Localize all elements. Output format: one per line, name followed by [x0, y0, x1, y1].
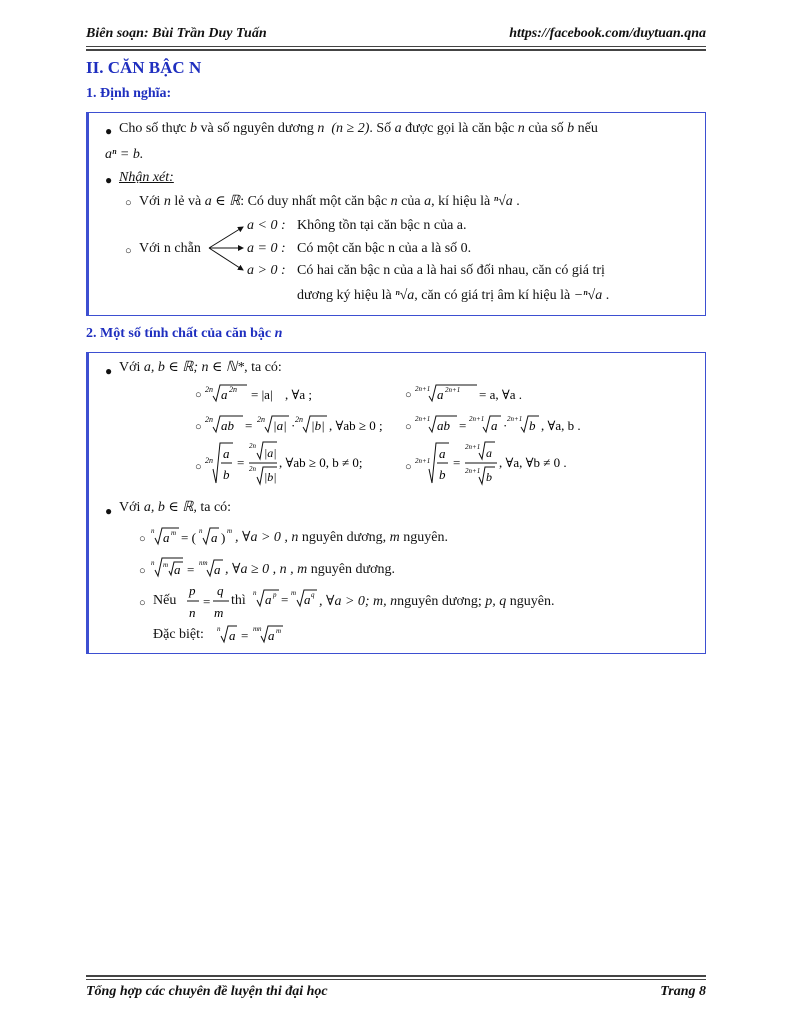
page-number: Trang 8: [660, 984, 706, 999]
case-negative-text: Không tồn tại căn bậc n của a.: [297, 218, 467, 233]
svg-text:a: a: [439, 446, 446, 461]
definition-line-2: aⁿ = b.: [105, 147, 144, 162]
formula-special-case: [217, 621, 287, 647]
svg-text:m: m: [227, 527, 233, 535]
svg-text:2n: 2n: [257, 415, 265, 424]
even-label: Với n chẵn: [139, 241, 201, 256]
formula-even-root-quotient: [205, 439, 395, 489]
case-positive-condition: a > 0 :: [247, 263, 286, 278]
ratio-if-label: Nếu: [153, 593, 177, 608]
svg-text:): ): [221, 530, 226, 545]
svg-text:2n+1: 2n+1: [415, 415, 431, 423]
odd-root-line: Với n lẻ và a ∈ ℝ: Có duy nhất một căn bậc n của a, kí hiệu là ⁿ√a .: [139, 194, 520, 209]
svg-text:a: a: [437, 387, 444, 402]
svg-text:a: a: [214, 562, 221, 577]
svg-text:2n: 2n: [205, 456, 213, 465]
svg-text:a: a: [174, 562, 181, 577]
section-title: II. CĂN BẬC N: [86, 58, 202, 77]
svg-text:= (: = (: [181, 530, 196, 545]
formula-even-root-power: [205, 379, 365, 405]
svg-text:a: a: [221, 387, 228, 402]
svg-text:n: n: [199, 527, 203, 535]
circle-bullet-icon: ○: [125, 245, 132, 257]
svg-text:= a, ∀a .: = a, ∀a .: [479, 387, 522, 402]
svg-text:n: n: [253, 589, 257, 597]
svg-text:2n: 2n: [205, 415, 213, 424]
properties-intro-2: Với a, b ∈ ℝ, ta có:: [119, 500, 232, 515]
svg-text:=: =: [245, 418, 253, 433]
svg-text:2n: 2n: [205, 385, 213, 394]
special-case-label: Đặc biệt:: [153, 627, 204, 642]
circle-bullet-icon: ○: [139, 533, 146, 545]
header-author: Biên soạn: Bùi Trần Duy Tuấn: [86, 26, 267, 41]
svg-text:m: m: [291, 589, 297, 597]
svg-text:2n+1: 2n+1: [465, 467, 481, 475]
branch-arrows: [207, 213, 247, 273]
properties-box: [86, 352, 706, 654]
svg-text:a: a: [211, 530, 218, 545]
svg-text:=: =: [453, 455, 461, 470]
circle-bullet-icon: ○: [195, 461, 202, 473]
svg-text:a: a: [491, 418, 498, 433]
svg-text:m: m: [214, 605, 224, 620]
svg-text:ab: ab: [437, 418, 450, 433]
svg-text:m: m: [276, 627, 282, 635]
formula-ratio: [185, 579, 235, 623]
svg-text:a: a: [163, 530, 170, 545]
svg-text:n: n: [189, 605, 196, 620]
svg-text:2n+1: 2n+1: [415, 385, 431, 393]
svg-text:2n+1: 2n+1: [469, 415, 485, 423]
case-zero-condition: a = 0 :: [247, 241, 286, 256]
svg-text:|a|: |a|: [273, 418, 287, 433]
header-rule: [86, 46, 706, 47]
svg-text:a: a: [229, 628, 236, 643]
circle-bullet-icon: ○: [125, 197, 132, 209]
svg-text:n: n: [217, 625, 221, 633]
svg-text:2n: 2n: [249, 465, 256, 473]
bullet-icon: ●: [105, 124, 113, 138]
ratio-then-label: thì: [231, 593, 246, 608]
circle-bullet-icon: ○: [139, 597, 146, 609]
page-footer: [86, 984, 706, 1004]
svg-text:2n+1: 2n+1: [415, 457, 431, 465]
page-header: [86, 26, 706, 46]
header-link[interactable]: https://facebook.com/duytuan.qna: [509, 26, 706, 41]
case-zero-text: Có một căn bậc n của a là số 0.: [297, 241, 472, 256]
svg-text:q: q: [217, 583, 224, 598]
formula-even-root-product: [205, 409, 395, 437]
circle-bullet-icon: ○: [405, 461, 412, 473]
svg-text:m: m: [171, 529, 177, 537]
svg-text:2n+1: 2n+1: [445, 386, 461, 394]
svg-text:= |a|: = |a|: [251, 387, 273, 402]
svg-text:2n: 2n: [229, 385, 237, 394]
svg-text:m: m: [163, 561, 169, 569]
svg-text:·: ·: [291, 418, 296, 433]
circle-bullet-icon: ○: [195, 421, 202, 433]
svg-text:|b|: |b|: [311, 418, 325, 433]
bullet-icon: ●: [105, 173, 113, 187]
circle-bullet-icon: ○: [195, 389, 202, 401]
case-negative-condition: a < 0 :: [247, 218, 286, 233]
svg-text:2n+1: 2n+1: [507, 415, 523, 423]
svg-text:, ∀ab ≥ 0 ;: , ∀ab ≥ 0 ;: [329, 418, 383, 433]
circle-bullet-icon: ○: [139, 565, 146, 577]
footer-rule: [86, 979, 706, 980]
svg-text:, ∀a, b .: , ∀a, b .: [541, 418, 581, 433]
subsection-properties: 2. Một số tính chất của căn bậc n: [86, 326, 283, 341]
bullet-icon: ●: [105, 364, 113, 378]
remark-label: Nhận xét:: [119, 170, 174, 185]
svg-text:a: a: [223, 446, 230, 461]
svg-text:b: b: [439, 467, 446, 482]
svg-text:=: =: [187, 562, 195, 577]
header-rule-thick: [86, 49, 706, 51]
svg-text:p: p: [273, 591, 277, 599]
svg-text:, ∀a, ∀b ≠ 0 .: , ∀a, ∀b ≠ 0 .: [499, 455, 567, 470]
svg-text:p: p: [189, 583, 196, 598]
footer-rule-thick: [86, 975, 706, 977]
formula-ratio-roots: [253, 585, 317, 613]
svg-text:|a|: |a|: [264, 446, 277, 460]
svg-text:b: b: [529, 418, 536, 433]
svg-text:=: =: [203, 594, 211, 609]
svg-text:·: ·: [503, 418, 508, 433]
svg-text:=: =: [281, 592, 289, 607]
svg-text:, ∀a ;: , ∀a ;: [285, 387, 312, 402]
svg-text:nm: nm: [199, 559, 208, 567]
svg-text:a: a: [304, 592, 311, 607]
svg-text:=: =: [459, 418, 467, 433]
svg-text:n: n: [151, 559, 155, 567]
svg-text:=: =: [237, 455, 245, 470]
svg-text:q: q: [311, 591, 315, 599]
svg-text:b: b: [223, 467, 230, 482]
circle-bullet-icon: ○: [405, 421, 412, 433]
svg-text:mn: mn: [253, 625, 262, 633]
circle-bullet-icon: ○: [405, 389, 412, 401]
formula-root-power-condition: , ∀a > 0 , n nguyên dương, m nguyên.: [235, 530, 448, 545]
definition-line-1: Cho số thực b và số nguyên dương n (n ≥ 2). Số a được gọi là căn bậc n của số b nếu: [119, 121, 598, 136]
svg-text:a: a: [268, 628, 275, 643]
svg-text:=: =: [241, 628, 249, 643]
formula-odd-root-product: [415, 409, 605, 437]
formula-odd-root-quotient: [415, 439, 605, 489]
svg-text:a: a: [486, 446, 492, 460]
case-positive-text-2: dương ký hiệu là ⁿ√a, căn có giá trị âm kí hiệu là −ⁿ√a .: [297, 288, 610, 303]
svg-text:a: a: [265, 592, 272, 607]
formula-odd-root-power: [415, 379, 595, 405]
svg-text:2n+1: 2n+1: [465, 443, 481, 451]
footer-title: Tổng hợp các chuyên đề luyện thi đại học: [86, 984, 328, 999]
properties-intro-1: Với a, b ∈ ℝ; n ∈ ℕ*, ta có:: [119, 360, 282, 375]
svg-text:n: n: [151, 527, 155, 535]
subsection-definition: 1. Định nghĩa:: [86, 86, 172, 101]
formula-nested-root-condition: , ∀a ≥ 0 , n , m nguyên dương.: [225, 562, 395, 577]
svg-text:, ∀ab ≥ 0, b ≠ 0;: , ∀ab ≥ 0, b ≠ 0;: [279, 455, 363, 470]
svg-text:2n: 2n: [249, 442, 256, 450]
bullet-icon: ●: [105, 504, 113, 518]
svg-text:2n: 2n: [295, 415, 303, 424]
case-positive-text: Có hai căn bậc n của a là hai số đối nhau, căn có giá trị: [297, 263, 605, 278]
definition-box: [86, 112, 706, 316]
formula-ratio-condition: , ∀a > 0; m, nnguyên dương; p, q nguyên.: [319, 594, 555, 609]
svg-text:ab: ab: [221, 418, 234, 433]
svg-text:|b|: |b|: [264, 470, 277, 484]
svg-text:b: b: [486, 470, 492, 484]
